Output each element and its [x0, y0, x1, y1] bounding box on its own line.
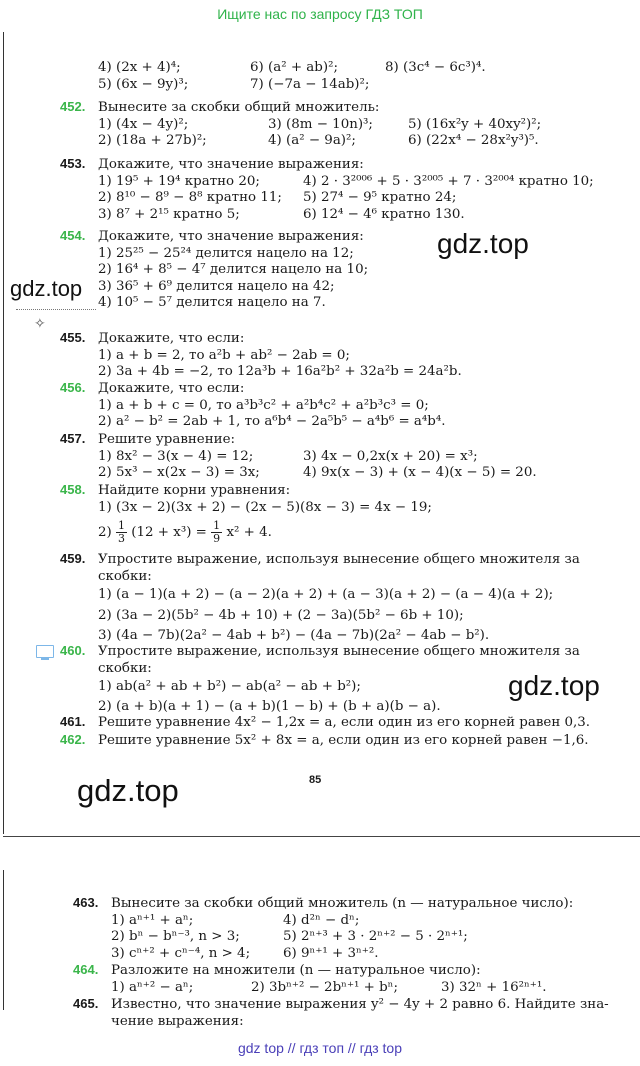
- page-number: 85: [309, 774, 322, 786]
- expr: 3) (4a − 7b)(2a² − 4ab + b²) − (4a − 7b)(2a² − 4ab − b²).: [98, 628, 490, 644]
- problem-464: [73, 962, 546, 996]
- page-border-left: [3, 32, 4, 834]
- section-divider: [16, 309, 96, 324]
- watermark: gdz.top: [437, 228, 529, 259]
- expr: 3) 8⁷ + 2¹⁵ кратно 5;: [98, 206, 240, 222]
- expr: 1) a + b + c = 0, то a³b³c² + a²b⁴c² + a²b³c³ = 0;: [98, 397, 429, 413]
- expr: 3) cⁿ⁺² + cⁿ⁻⁴, n > 4;: [111, 945, 251, 961]
- footer-links[interactable]: gdz top // гдз топ // гдз top: [237, 1040, 403, 1056]
- problem-number: 455.: [60, 330, 86, 345]
- problem-465: [73, 996, 609, 1030]
- problem-number: 452.: [60, 99, 86, 114]
- expr: 2): [98, 525, 112, 541]
- problem-number: 461.: [60, 714, 86, 729]
- expr: 5) 2ⁿ⁺³ + 3 · 2ⁿ⁺² − 5 · 2ⁿ⁺¹;: [283, 929, 468, 945]
- expr: 1) 19⁵ + 19⁴ кратно 20;: [98, 173, 260, 189]
- problem-title: Решите уравнение:: [98, 432, 236, 447]
- expr: 1) 8x² − 3(x − 4) = 12;: [98, 448, 254, 464]
- expr: 1) 25²⁵ − 25²⁴ делится нацело на 12;: [98, 245, 354, 261]
- expr: 1) (3x − 2)(3x + 2) − (2x − 5)(8x − 3) = 4x − 19;: [98, 499, 432, 515]
- problem-title-cont: скобки:: [98, 660, 152, 676]
- expr: 1) aⁿ⁺¹ + aⁿ;: [111, 912, 194, 928]
- expr: 2) 3a + 4b = −2, то 12a³b + 16a²b² + 32a²b = 24a²b.: [98, 364, 462, 380]
- problem-457: [60, 431, 537, 482]
- expr: 3) 4x − 0,2x(x + 20) = x³;: [303, 448, 478, 464]
- expr: 6) 12⁴ − 4⁶ кратно 130.: [303, 206, 465, 222]
- problem-number: 464.: [73, 962, 99, 977]
- expr: 2) (a + b)(a + 1) − (a + b)(1 − b) + (b + a)(b − a).: [98, 698, 441, 714]
- expr: 2) 5x³ − x(2x − 3) = 3x;: [98, 465, 260, 481]
- expr: 3) 32ⁿ + 16²ⁿ⁺¹.: [441, 979, 547, 995]
- problem-number: 460.: [60, 643, 86, 658]
- expr: 8) (3c⁴ − 6c³)⁴.: [385, 60, 486, 75]
- watermark: gdz.top: [77, 773, 179, 808]
- problem-title-cont: скобки:: [98, 568, 152, 584]
- search-banner[interactable]: Ищите нас по запросу ГДЗ ТОП: [217, 6, 423, 22]
- watermark: gdz.top: [10, 276, 83, 301]
- expr: 6) 9ⁿ⁺¹ + 3ⁿ⁺².: [283, 945, 379, 961]
- problem-number: 456.: [60, 380, 86, 395]
- problem-456: [60, 380, 445, 431]
- problem-number: 465.: [73, 996, 99, 1011]
- problem-title: Вынесите за скобки общий множитель:: [98, 100, 380, 115]
- diamond-icon: ✧: [34, 316, 46, 332]
- problem-number: 453.: [60, 156, 86, 171]
- problem-460: [60, 643, 580, 715]
- problem-453: [60, 156, 594, 223]
- problem-number: 463.: [73, 895, 99, 910]
- problem-461: [60, 714, 590, 732]
- problem-number: 459.: [60, 551, 86, 566]
- problem-title: Докажите, что если:: [98, 331, 245, 346]
- expr: 2) bⁿ − bⁿ⁻³, n > 3;: [111, 929, 240, 945]
- problem-text: Решите уравнение 4x² − 1,2x = a, если один из его корней равен 0,3.: [98, 715, 591, 730]
- expr: 1) aⁿ⁺² − aⁿ;: [111, 979, 194, 995]
- problem-458: [60, 482, 432, 545]
- problem-text: Решите уравнение 5x² + 8x = a, если один из его корней равен −1,6.: [98, 733, 589, 748]
- problem-455: [60, 330, 462, 381]
- expr: 2) 16⁴ + 8⁵ − 4⁷ делится нацело на 10;: [98, 262, 369, 278]
- expr: 1) a + b = 2, то a²b + ab² − 2ab = 0;: [98, 347, 350, 363]
- expr: 3) (8m − 10n)³;: [268, 116, 373, 132]
- problem-462: [60, 732, 589, 750]
- problem-title: Докажите, что если:: [98, 381, 245, 396]
- expr: 6) (a² + ab)²;: [250, 60, 338, 75]
- expr: 4) d²ⁿ − dⁿ;: [283, 912, 360, 928]
- expr: 4) 10⁵ − 5⁷ делится нацело на 7.: [98, 295, 326, 311]
- problem-number: 458.: [60, 482, 86, 497]
- problem-title: Докажите, что значение выражения:: [98, 157, 364, 172]
- expr: 3) 36⁵ + 6⁹ делится нацело на 42;: [98, 278, 335, 294]
- problem-title: Докажите, что значение выражения:: [98, 229, 364, 244]
- problem-463: [73, 895, 573, 962]
- expr: 5) (16x²y + 40xy²)²;: [408, 116, 542, 132]
- problem-title: Разложите на множители (n — натуральное число):: [111, 963, 481, 978]
- problem-title-cont: чение выражения:: [111, 1013, 244, 1029]
- problem-number: 462.: [60, 732, 86, 747]
- problem-title: Вынесите за скобки общий множитель (n — натуральное число):: [111, 896, 574, 911]
- expr: 1) ab(a² + ab + b²) − ab(a² − ab + b²);: [98, 679, 361, 695]
- expr: 2) (18a + 27b)²;: [98, 133, 207, 149]
- problem-452: [60, 99, 541, 150]
- expr: 4) 2 · 3²⁰⁰⁶ + 5 · 3²⁰⁰⁵ + 7 · 3²⁰⁰⁴ кратно 10;: [303, 173, 594, 189]
- expr: (12 + x³) =: [131, 525, 207, 541]
- problem-continuation: [60, 60, 486, 93]
- problem-title: Упростите выражение, используя вынесение общего множителя за: [98, 552, 580, 567]
- computer-icon: [36, 645, 54, 658]
- expr: 5) 27⁴ − 9⁵ кратно 24;: [303, 190, 457, 206]
- expr: 1) (4x − 4y)²;: [98, 116, 189, 132]
- expr: 6) (22x⁴ − 28x²y³)⁵.: [408, 133, 539, 149]
- expr: 4) (a² − 9a)²;: [268, 133, 356, 149]
- expr: 2) (3a − 2)(5b² − 4b + 10) + (2 − 3a)(5b² − 6b + 10);: [98, 607, 464, 623]
- watermark: gdz.top: [508, 670, 600, 701]
- expr: 5) (6x − 9y)³;: [98, 76, 189, 92]
- problem-title: Известно, что значение выражения y² − 4y + 2 равно 6. Найдите зна-: [111, 997, 609, 1012]
- fraction: $\frac{1}{3}$: [118, 519, 126, 546]
- problem-459: [60, 551, 580, 645]
- problem-454: [60, 228, 368, 312]
- problem-title: Найдите корни уравнения:: [98, 483, 291, 498]
- expr: 2) 8¹⁰ − 8⁹ − 8⁸ кратно 11;: [98, 190, 282, 206]
- expr: 2) 3bⁿ⁺² − 2bⁿ⁺¹ + bⁿ;: [251, 979, 398, 995]
- expr: x² + 4.: [226, 525, 272, 541]
- expr: 1) (a − 1)(a + 2) − (a − 2)(a + 2) + (a − 3)(a + 2) − (a − 4)(a + 2);: [98, 587, 554, 603]
- page-border-left-lower: [3, 870, 4, 1010]
- fraction: $\frac{1}{9}$: [213, 519, 221, 546]
- page-divider: [3, 836, 640, 837]
- problem-title: Упростите выражение, используя вынесение общего множителя за: [98, 644, 580, 659]
- expr: 7) (−7a − 14ab)²;: [250, 76, 370, 92]
- problem-number: 454.: [60, 228, 86, 243]
- problem-number: 457.: [60, 431, 86, 446]
- expr: 4) (2x + 4)⁴;: [98, 60, 181, 75]
- expr: 4) 9x(x − 3) + (x − 4)(x − 5) = 20.: [303, 465, 537, 481]
- expr: 2) a² − b² = 2ab + 1, то a⁶b⁴ − 2a⁵b⁵ − a⁴b⁶ = a⁴b⁴.: [98, 414, 446, 430]
